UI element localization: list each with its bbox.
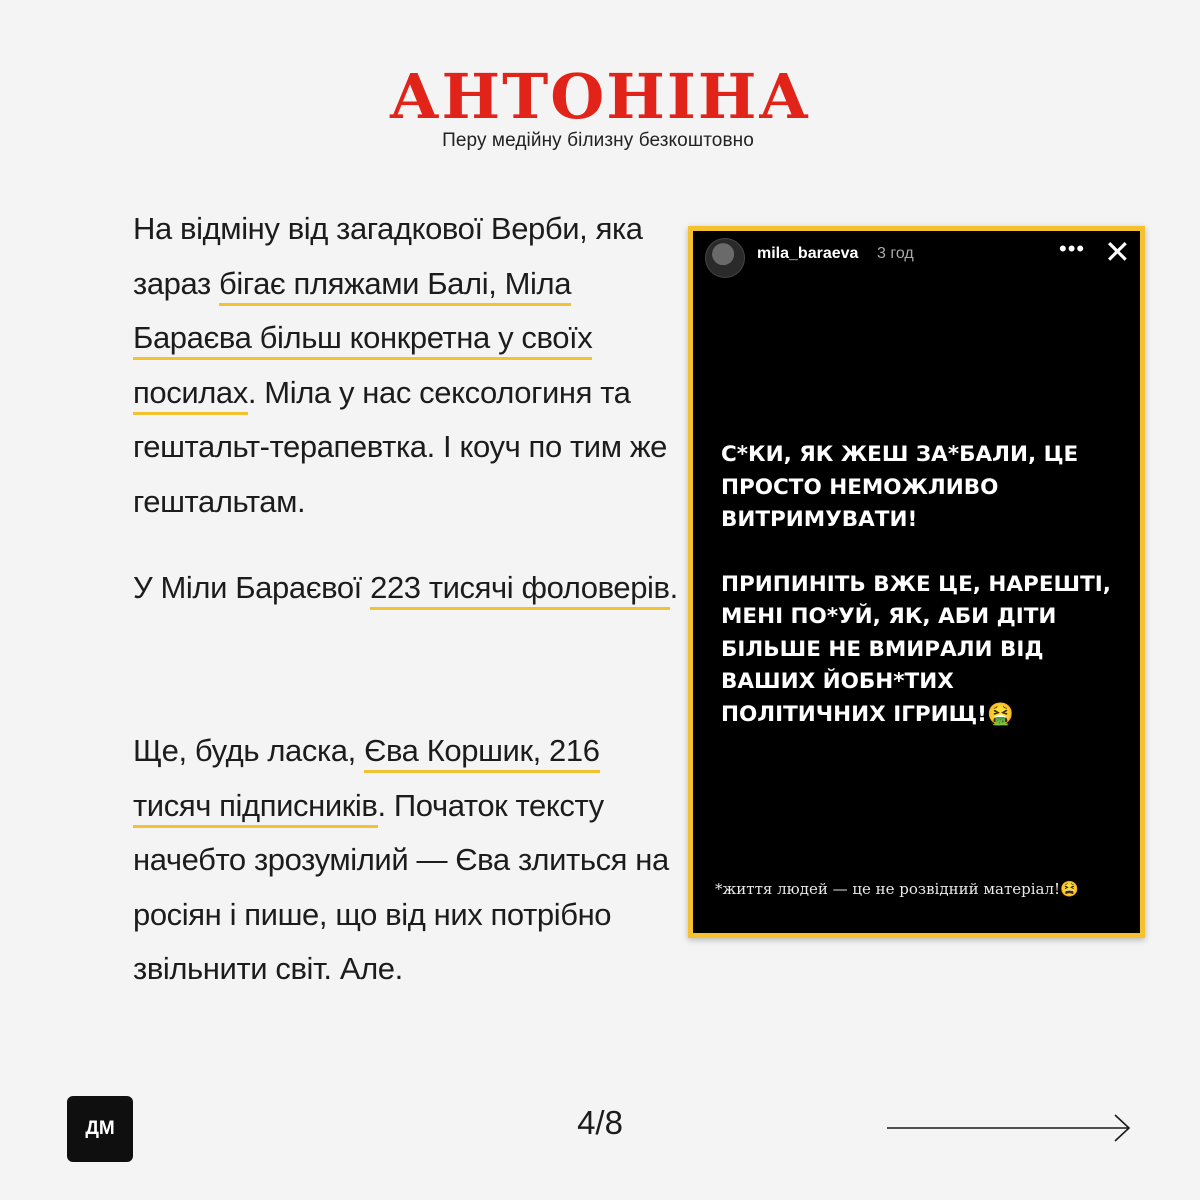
paragraph-text: На відміну від загадкової Верби, яка зараз — [133, 211, 643, 301]
article-paragraph-3 — [133, 724, 678, 997]
brand-badge: ДМ — [67, 1096, 133, 1162]
paragraph-text: . — [669, 570, 678, 605]
paragraph-text: . Міла у нас сексологиня та гештальт-терапевтка. І коуч по тим же гештальтам. — [133, 374, 668, 519]
highlighted-text: бігає пляжами Балі, Міла Бараєва більш конкретна у своїх посилах — [133, 266, 592, 415]
article-paragraph-1 — [133, 202, 678, 529]
page-counter: 4/8 — [577, 1104, 623, 1141]
story-text-block-1: С*КИ, ЯК ЖЕШ ЗА*БАЛИ, ЦЕ ПРОСТО НЕМОЖЛИВО ВИТРИМУВАТИ! — [721, 442, 1079, 532]
highlighted-text: Єва Коршик, 216 тисяч підписників — [133, 733, 600, 828]
story-text-block-2: ПРИПИНІТЬ ВЖЕ ЦЕ, НАРЕШТІ, МЕНІ ПО*УЙ, ЯК, АБИ ДІТИ БІЛЬШЕ НЕ ВМИРАЛИ ВІД ВАШИХ ЙОБН*ТИХ ПОЛІТИЧНИХ ІГРИЩ!🤮 — [721, 571, 1111, 727]
close-icon[interactable]: ✕ — [1104, 234, 1131, 270]
paragraph-text: Ще, будь ласка, — [133, 733, 365, 768]
instagram-story-screenshot — [688, 226, 1145, 938]
story-text — [721, 439, 1121, 731]
paragraph-text: У Міли Бараєвої — [133, 570, 371, 605]
tagline: Перу медійну білизну безкоштовно — [442, 130, 754, 151]
highlighted-text: 223 тисячі фоловерів — [370, 570, 670, 610]
article-paragraph-2 — [133, 561, 678, 616]
story-timestamp: 3 год — [877, 245, 914, 262]
logo: АНТОНІНА — [389, 60, 811, 133]
paragraph-text: . Початок тексту начебто зрозумілий — Єва злиться на росіян і пише, що від них потрібно звільнити світ. Але. — [133, 787, 669, 986]
next-arrow-icon[interactable] — [886, 1112, 1134, 1144]
story-caption: *життя людей — це не розвідний матеріал!😫 — [715, 880, 1079, 898]
avatar — [705, 238, 745, 278]
story-username: mila_baraeva — [757, 245, 859, 262]
more-options-icon[interactable]: ••• — [1059, 236, 1086, 261]
